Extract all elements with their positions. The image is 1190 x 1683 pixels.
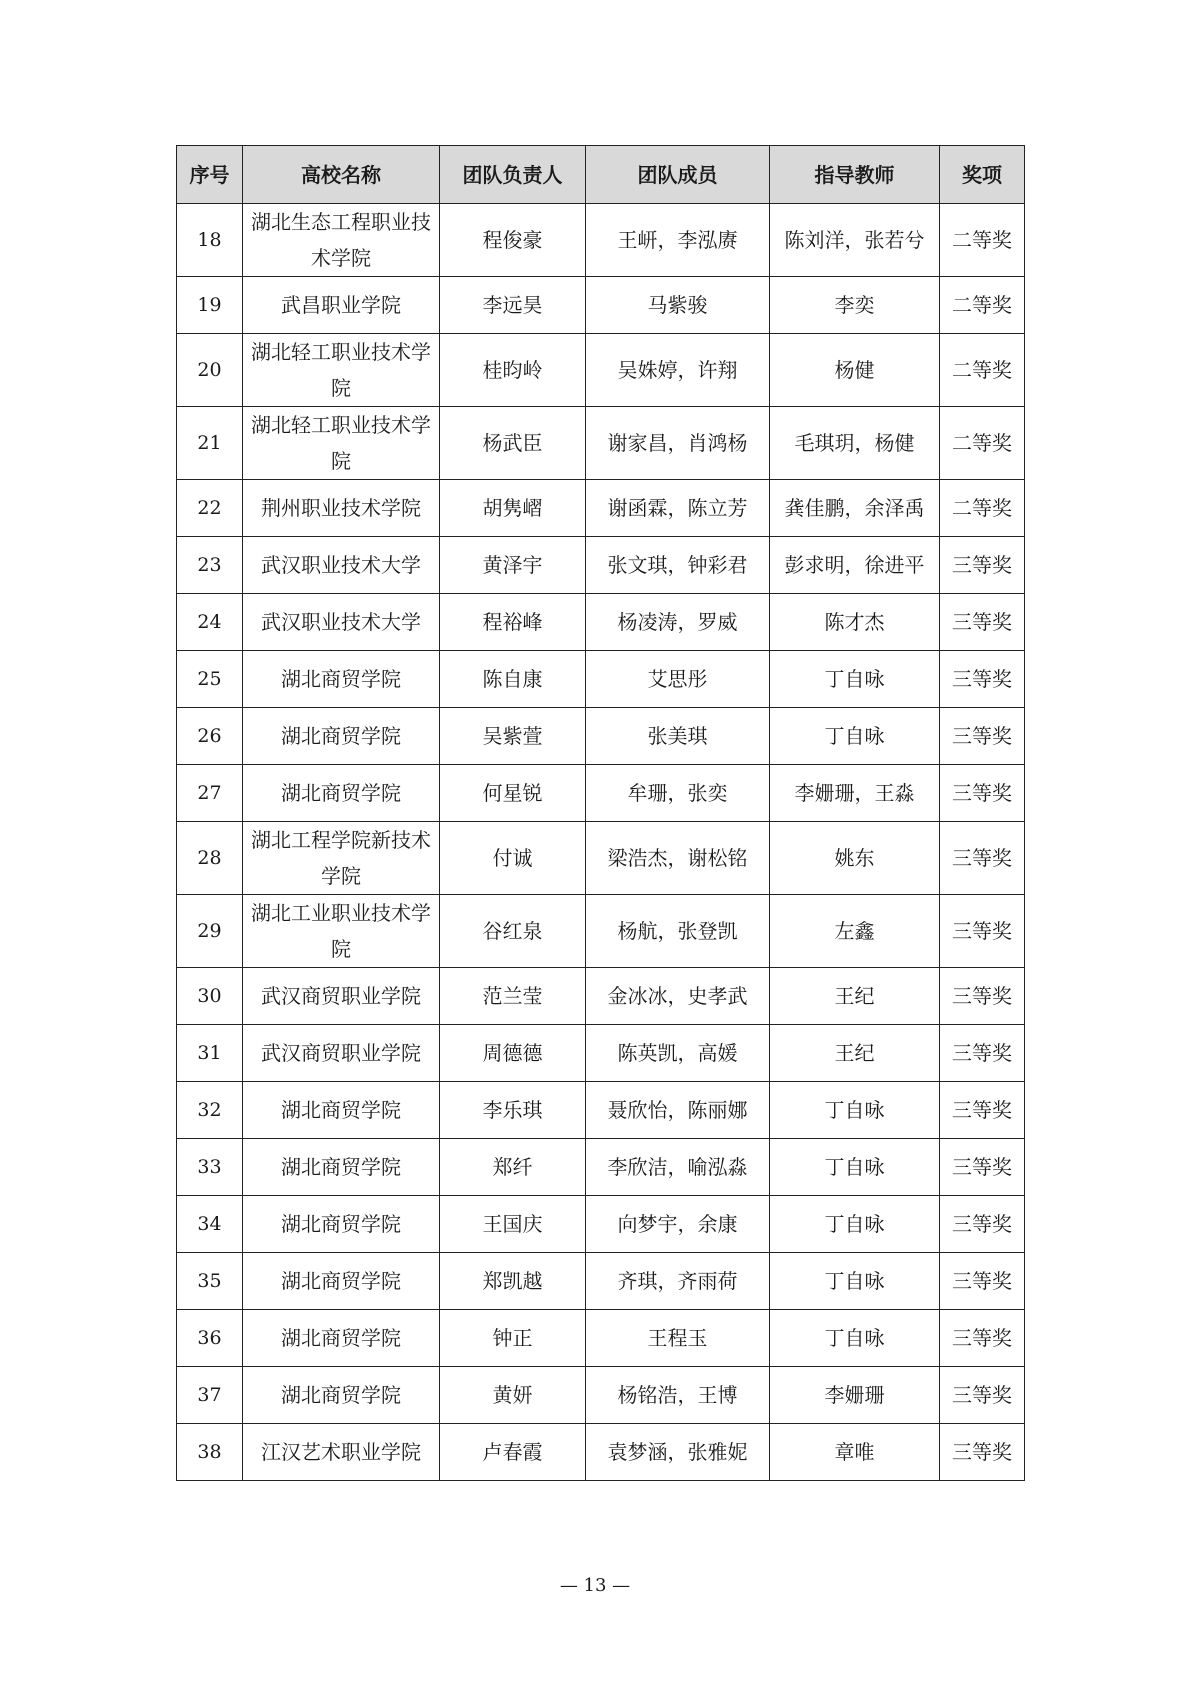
- cell-award: 三等奖: [940, 708, 1025, 765]
- cell-no: 18: [177, 204, 243, 277]
- cell-no: 36: [177, 1310, 243, 1367]
- cell-award: 三等奖: [940, 1424, 1025, 1481]
- table-row: [177, 708, 1025, 765]
- cell-award: 三等奖: [940, 1367, 1025, 1424]
- cell-no: 38: [177, 1424, 243, 1481]
- cell-no: 31: [177, 1025, 243, 1082]
- cell-leader: 吴紫萱: [440, 708, 586, 765]
- cell-leader: 付诚: [440, 822, 586, 895]
- cell-school: 湖北商贸学院: [243, 651, 440, 708]
- cell-leader: 周德德: [440, 1025, 586, 1082]
- cell-no: 37: [177, 1367, 243, 1424]
- table-row: [177, 407, 1025, 480]
- cell-leader: 程俊豪: [440, 204, 586, 277]
- cell-award: 三等奖: [940, 1082, 1025, 1139]
- cell-leader: 王国庆: [440, 1196, 586, 1253]
- table-row: [177, 1082, 1025, 1139]
- cell-no: 21: [177, 407, 243, 480]
- table-row: [177, 1139, 1025, 1196]
- cell-advisor: 李姗珊，王淼: [770, 765, 940, 822]
- cell-award: 三等奖: [940, 1025, 1025, 1082]
- cell-no: 25: [177, 651, 243, 708]
- cell-school: 湖北商贸学院: [243, 1196, 440, 1253]
- cell-advisor: 丁自咏: [770, 651, 940, 708]
- cell-award: 三等奖: [940, 537, 1025, 594]
- cell-award: 二等奖: [940, 204, 1025, 277]
- cell-school: 湖北商贸学院: [243, 1082, 440, 1139]
- cell-award: 三等奖: [940, 651, 1025, 708]
- cell-advisor: 丁自咏: [770, 1139, 940, 1196]
- cell-advisor: 丁自咏: [770, 1310, 940, 1367]
- cell-members: 聂欣怡，陈丽娜: [586, 1082, 770, 1139]
- cell-award: 三等奖: [940, 594, 1025, 651]
- cell-no: 35: [177, 1253, 243, 1310]
- cell-members: 牟珊，张奕: [586, 765, 770, 822]
- cell-leader: 桂昀岭: [440, 334, 586, 407]
- cell-members: 王程玉: [586, 1310, 770, 1367]
- cell-leader: 何星锐: [440, 765, 586, 822]
- cell-leader: 卢春霞: [440, 1424, 586, 1481]
- cell-members: 谢函霖，陈立芳: [586, 480, 770, 537]
- cell-advisor: 丁自咏: [770, 1196, 940, 1253]
- cell-leader: 黄妍: [440, 1367, 586, 1424]
- cell-school: 湖北工业职业技术学院: [243, 895, 440, 968]
- cell-award: 三等奖: [940, 1139, 1025, 1196]
- cell-school: 湖北轻工职业技术学院: [243, 407, 440, 480]
- cell-members: 吴姝婷，许翔: [586, 334, 770, 407]
- cell-members: 艾思彤: [586, 651, 770, 708]
- cell-members: 杨航，张登凯: [586, 895, 770, 968]
- cell-school: 武汉职业技术大学: [243, 594, 440, 651]
- cell-award: 二等奖: [940, 277, 1025, 334]
- cell-award: 二等奖: [940, 480, 1025, 537]
- cell-no: 23: [177, 537, 243, 594]
- cell-award: 二等奖: [940, 334, 1025, 407]
- cell-school: 湖北轻工职业技术学院: [243, 334, 440, 407]
- cell-no: 34: [177, 1196, 243, 1253]
- cell-no: 29: [177, 895, 243, 968]
- cell-school: 湖北商贸学院: [243, 708, 440, 765]
- table-row: [177, 1253, 1025, 1310]
- cell-leader: 郑凯越: [440, 1253, 586, 1310]
- table-row: [177, 277, 1025, 334]
- cell-no: 24: [177, 594, 243, 651]
- table-header-row: [177, 146, 1025, 204]
- table-row: [177, 1196, 1025, 1253]
- cell-award: 三等奖: [940, 822, 1025, 895]
- cell-advisor: 陈才杰: [770, 594, 940, 651]
- cell-school: 湖北商贸学院: [243, 1367, 440, 1424]
- page-number: — 13 —: [559, 1575, 631, 1596]
- cell-leader: 范兰莹: [440, 968, 586, 1025]
- table-row: [177, 765, 1025, 822]
- cell-leader: 郑纤: [440, 1139, 586, 1196]
- cell-advisor: 左鑫: [770, 895, 940, 968]
- cell-members: 杨凌涛，罗威: [586, 594, 770, 651]
- cell-advisor: 丁自咏: [770, 1253, 940, 1310]
- cell-school: 湖北商贸学院: [243, 1310, 440, 1367]
- cell-no: 28: [177, 822, 243, 895]
- cell-award: 三等奖: [940, 1253, 1025, 1310]
- cell-school: 江汉艺术职业学院: [243, 1424, 440, 1481]
- cell-no: 26: [177, 708, 243, 765]
- header-no: 序号: [177, 146, 243, 204]
- cell-leader: 杨武臣: [440, 407, 586, 480]
- cell-advisor: 彭求明，徐进平: [770, 537, 940, 594]
- cell-members: 齐琪，齐雨荷: [586, 1253, 770, 1310]
- cell-members: 谢家昌，肖鸿杨: [586, 407, 770, 480]
- header-advisor: 指导教师: [770, 146, 940, 204]
- cell-advisor: 姚东: [770, 822, 940, 895]
- cell-members: 梁浩杰，谢松铭: [586, 822, 770, 895]
- cell-leader: 程裕峰: [440, 594, 586, 651]
- cell-members: 马紫骏: [586, 277, 770, 334]
- header-leader: 团队负责人: [440, 146, 586, 204]
- award-table: [176, 145, 1025, 1481]
- cell-school: 湖北商贸学院: [243, 765, 440, 822]
- cell-members: 袁梦涵，张雅妮: [586, 1424, 770, 1481]
- cell-school: 湖北商贸学院: [243, 1139, 440, 1196]
- cell-no: 32: [177, 1082, 243, 1139]
- table-row: [177, 480, 1025, 537]
- cell-advisor: 章唯: [770, 1424, 940, 1481]
- cell-advisor: 李姗珊: [770, 1367, 940, 1424]
- cell-award: 三等奖: [940, 1310, 1025, 1367]
- cell-advisor: 陈刘洋，张若兮: [770, 204, 940, 277]
- cell-advisor: 王纪: [770, 1025, 940, 1082]
- table-body: [177, 204, 1025, 1481]
- cell-no: 30: [177, 968, 243, 1025]
- cell-members: 李欣洁，喻泓淼: [586, 1139, 770, 1196]
- cell-award: 三等奖: [940, 895, 1025, 968]
- cell-no: 22: [177, 480, 243, 537]
- cell-school: 武汉职业技术大学: [243, 537, 440, 594]
- table-row: [177, 651, 1025, 708]
- cell-members: 王岍，李泓赓: [586, 204, 770, 277]
- cell-school: 湖北商贸学院: [243, 1253, 440, 1310]
- cell-advisor: 王纪: [770, 968, 940, 1025]
- table-row: [177, 1367, 1025, 1424]
- cell-school: 湖北生态工程职业技术学院: [243, 204, 440, 277]
- cell-advisor: 杨健: [770, 334, 940, 407]
- cell-advisor: 李奕: [770, 277, 940, 334]
- cell-members: 金冰冰，史孝武: [586, 968, 770, 1025]
- cell-leader: 谷红泉: [440, 895, 586, 968]
- cell-school: 荆州职业技术学院: [243, 480, 440, 537]
- cell-members: 向梦宇，余康: [586, 1196, 770, 1253]
- table-row: [177, 1025, 1025, 1082]
- header-school: 高校名称: [243, 146, 440, 204]
- cell-members: 陈英凯，高媛: [586, 1025, 770, 1082]
- table-row: [177, 968, 1025, 1025]
- table-row: [177, 895, 1025, 968]
- table-row: [177, 1310, 1025, 1367]
- cell-no: 20: [177, 334, 243, 407]
- cell-leader: 李远昊: [440, 277, 586, 334]
- cell-leader: 钟正: [440, 1310, 586, 1367]
- cell-advisor: 毛琪玥，杨健: [770, 407, 940, 480]
- cell-leader: 胡隽嶍: [440, 480, 586, 537]
- cell-members: 张美琪: [586, 708, 770, 765]
- cell-members: 张文琪，钟彩君: [586, 537, 770, 594]
- cell-leader: 李乐琪: [440, 1082, 586, 1139]
- cell-members: 杨铭浩，王博: [586, 1367, 770, 1424]
- header-members: 团队成员: [586, 146, 770, 204]
- cell-award: 二等奖: [940, 407, 1025, 480]
- table-row: [177, 334, 1025, 407]
- cell-school: 湖北工程学院新技术学院: [243, 822, 440, 895]
- cell-no: 27: [177, 765, 243, 822]
- cell-award: 三等奖: [940, 1196, 1025, 1253]
- cell-award: 三等奖: [940, 765, 1025, 822]
- table-row: [177, 1424, 1025, 1481]
- cell-advisor: 龚佳鹏，余泽禹: [770, 480, 940, 537]
- cell-award: 三等奖: [940, 968, 1025, 1025]
- cell-leader: 黄泽宇: [440, 537, 586, 594]
- cell-no: 33: [177, 1139, 243, 1196]
- table-row: [177, 537, 1025, 594]
- table-row: [177, 204, 1025, 277]
- cell-school: 武汉商贸职业学院: [243, 1025, 440, 1082]
- cell-school: 武汉商贸职业学院: [243, 968, 440, 1025]
- cell-leader: 陈自康: [440, 651, 586, 708]
- header-award: 奖项: [940, 146, 1025, 204]
- table-row: [177, 822, 1025, 895]
- cell-advisor: 丁自咏: [770, 708, 940, 765]
- cell-advisor: 丁自咏: [770, 1082, 940, 1139]
- table-row: [177, 594, 1025, 651]
- cell-no: 19: [177, 277, 243, 334]
- cell-school: 武昌职业学院: [243, 277, 440, 334]
